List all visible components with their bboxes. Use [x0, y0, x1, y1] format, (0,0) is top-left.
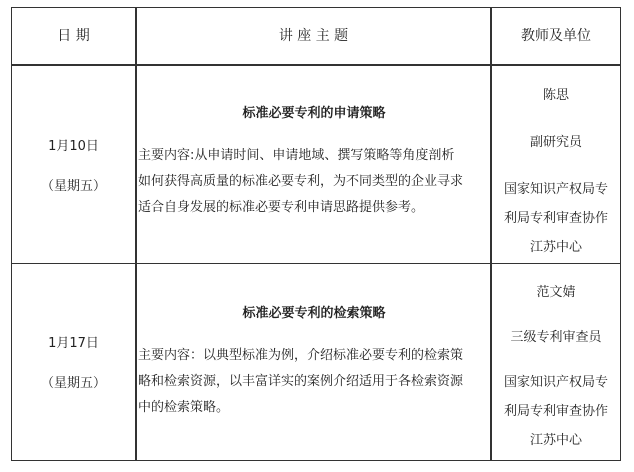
teacher-title: 副研究员 [529, 135, 582, 150]
content-line: 如何获得高质量的标准必要专利，为不同类型的企业寻求 [138, 174, 464, 189]
lecture-schedule-table [11, 7, 621, 461]
lecture-title: 标准必要专利的申请策略 [242, 106, 386, 121]
teacher-unit-line: 江苏中心 [529, 433, 582, 448]
date-text: 1月17日 [48, 336, 99, 351]
teacher-unit-line: 利局专利审查协作 [503, 211, 608, 226]
teacher-name: 陈思 [542, 88, 569, 103]
table-border-right [620, 7, 621, 461]
row1-date [12, 134, 135, 200]
row1-teacher [492, 81, 620, 262]
weekday-text: （星期五） [40, 376, 106, 391]
row2-teacher [492, 278, 620, 455]
teacher-unit-line: 国家知识产权局专 [503, 375, 608, 390]
teacher-unit-line: 国家知识产权局专 [503, 182, 608, 197]
row2-date [12, 331, 135, 397]
row2-topic [137, 301, 490, 421]
header-date: 日 期 [57, 28, 90, 44]
row-divider [11, 263, 621, 264]
date-text: 1月10日 [48, 139, 99, 154]
teacher-name: 范文婧 [536, 285, 576, 300]
teacher-unit-line: 利局专利审查协作 [503, 404, 608, 419]
content-line: 主要内容：以典型标准为例，介绍标准必要专利的检索策 [138, 348, 464, 363]
header-divider [11, 64, 621, 66]
lecture-title: 标准必要专利的检索策略 [242, 306, 386, 321]
content-line: 主要内容:从申请时间、申请地域、撰写策略等角度剖析 [138, 148, 455, 163]
teacher-unit-line: 江苏中心 [529, 240, 582, 255]
weekday-text: （星期五） [40, 179, 106, 194]
teacher-title: 三级专利审查员 [510, 330, 602, 345]
header-teacher: 教师及单位 [521, 28, 591, 44]
content-line: 中的检索策略。 [138, 400, 230, 415]
row1-topic [137, 101, 490, 221]
table-border-bottom [11, 460, 621, 461]
header-topic: 讲 座 主 题 [278, 28, 349, 44]
content-line: 略和检索资源，以丰富详实的案例介绍适用于各检索资源 [138, 374, 464, 389]
content-line: 适合自身发展的标准必要专利申请思路提供参考。 [138, 200, 425, 215]
